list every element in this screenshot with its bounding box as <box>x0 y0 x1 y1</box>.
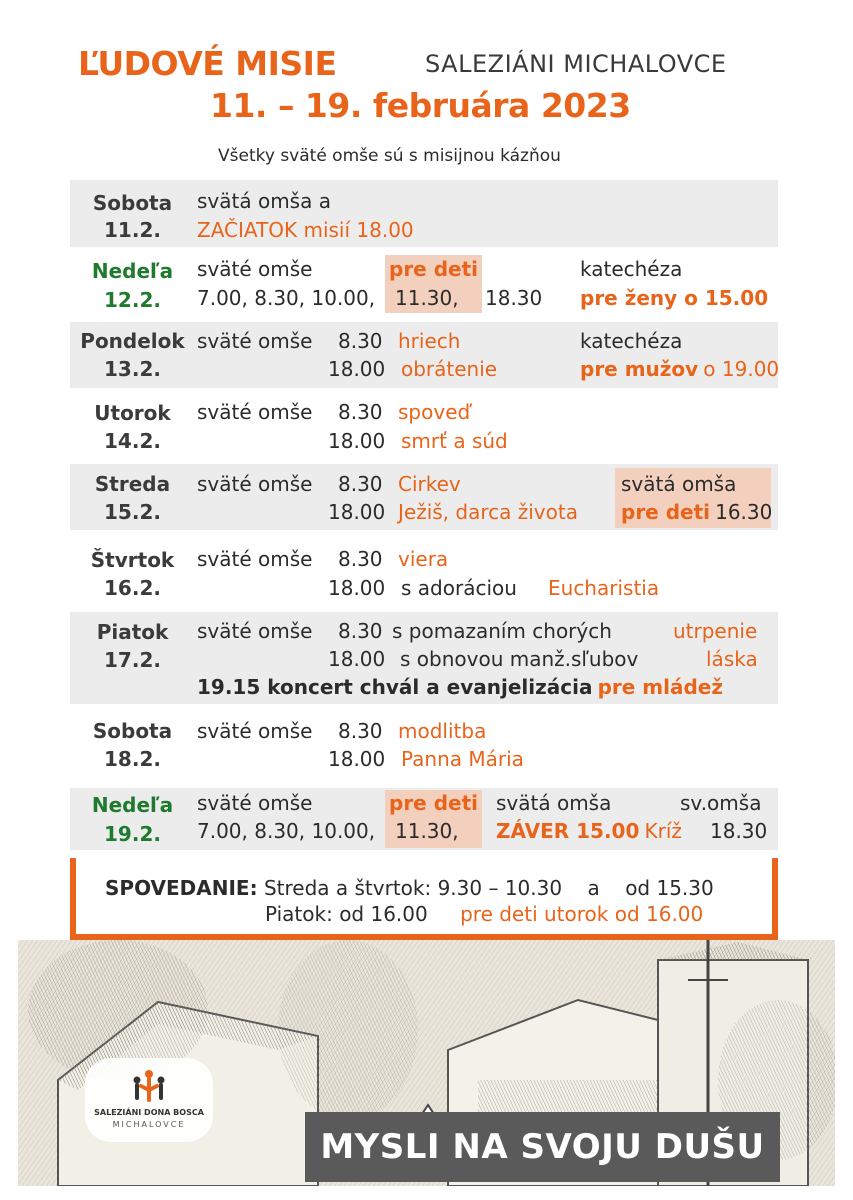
catechesis-label: katechéza <box>580 329 683 353</box>
note: s pomazaním chorých <box>392 619 612 643</box>
topic: Eucharistia <box>548 576 660 600</box>
day-date: 12.2. <box>104 288 161 312</box>
day-date: 18.2. <box>104 747 161 771</box>
closing-time: ZÁVER 15.00 <box>496 819 640 843</box>
mass-time: 18.00 <box>328 357 386 381</box>
day-date: 11.2. <box>104 218 161 242</box>
note: s adoráciou <box>401 576 517 600</box>
mass-label: svätá omša a <box>197 189 331 213</box>
closing-mass <box>496 819 682 843</box>
topic: hriech <box>398 329 461 353</box>
topic: modlitba <box>398 719 487 743</box>
slogan-banner: MYSLI NA SVOJU DUŠU <box>305 1112 780 1182</box>
mass-time: 18.00 <box>328 429 386 453</box>
concert-line <box>197 675 723 699</box>
day-name: Sobota <box>92 719 173 743</box>
confession-label: SPOVEDANIE: <box>105 876 258 900</box>
topic: smrť a súd <box>401 429 508 453</box>
mass-time: 8.30 <box>338 329 383 353</box>
youth-label: pre mládež <box>597 675 724 699</box>
day-name: Sobota <box>92 191 173 215</box>
kids-time: 11.30, <box>395 819 459 843</box>
concert-text: 19.15 koncert chvál a evanjelizácia <box>197 675 593 699</box>
day-date: 16.2. <box>104 576 161 600</box>
mass-label: sväté omše <box>197 619 313 643</box>
event-dates: 11. – 19. februára 2023 <box>210 86 631 125</box>
evening-mass-label: sv.omša <box>680 791 762 815</box>
catechesis-women: pre ženy o 15.00 <box>580 286 769 310</box>
kids-label: pre deti <box>621 500 711 524</box>
day-name: Piatok <box>96 620 169 644</box>
mass-label: sväté omše <box>197 472 313 496</box>
mass-time: 18.00 <box>328 576 386 600</box>
day-date: 19.2. <box>104 822 161 846</box>
mass-times: 7.00, 8.30, 10.00, <box>197 819 376 843</box>
evening-mass-time: 18.30 <box>710 819 768 843</box>
mass-time: 18.00 <box>328 747 386 771</box>
mass-label: sväté omše <box>197 547 313 571</box>
mass-time: 8.30 <box>338 547 383 571</box>
mass-time: 8.30 <box>338 619 383 643</box>
catechesis-men <box>580 357 779 381</box>
closing-mass-label: svätá omša <box>496 791 612 815</box>
mass-label: sväté omše <box>197 791 313 815</box>
topic: obrátenie <box>401 357 498 381</box>
topic: Panna Mária <box>401 747 524 771</box>
topic: spoveď <box>398 400 471 424</box>
topic: láska <box>706 647 758 671</box>
day-date: 14.2. <box>104 429 161 453</box>
closing-topic: Kríž <box>644 819 682 843</box>
confession-line-2 <box>265 902 703 926</box>
kids-time: 16.30 <box>715 500 773 524</box>
mission-start: ZAČIATOK misií 18.00 <box>197 218 414 242</box>
salesian-logo-icon <box>129 1066 169 1106</box>
topic: Ježiš, darca života <box>398 500 578 524</box>
note: s obnovou manž.sľubov <box>400 647 639 671</box>
kids-label: pre deti <box>389 791 479 815</box>
day-name: Utorok <box>94 401 171 425</box>
logo <box>85 1058 213 1142</box>
topic: viera <box>398 547 449 571</box>
day-date: 13.2. <box>104 357 161 381</box>
day-name: Streda <box>94 472 171 496</box>
day-name: Nedeľa <box>91 793 174 817</box>
mass-label: sväté omše <box>197 329 313 353</box>
confession-kids: pre deti utorok od 16.00 <box>460 902 704 926</box>
confession-friday: Piatok: od 16.00 <box>265 902 428 926</box>
day-date: 17.2. <box>104 648 161 672</box>
logo-name: SALEZIÁNI DONA BOSCA <box>94 1108 204 1117</box>
mass-time: 18.00 <box>328 647 386 671</box>
catechesis-label: katechéza <box>580 257 683 281</box>
mass-label: sväté omše <box>197 400 313 424</box>
day-name: Nedeľa <box>91 259 174 283</box>
confession-times: Streda a štvrtok: 9.30 – 10.30 a od 15.30 <box>263 876 714 900</box>
mass-time: 18.30 <box>485 286 543 310</box>
catechesis-men-label: pre mužov <box>580 357 699 381</box>
mass-time: 8.30 <box>338 719 383 743</box>
mass-label: sväté omše <box>197 719 313 743</box>
mass-time: 8.30 <box>338 472 383 496</box>
day-name: Štvrtok <box>90 548 175 572</box>
confession-line-1 <box>105 876 714 900</box>
kids-label: pre deti <box>389 257 479 281</box>
organization-name: SALEZIÁNI MICHALOVCE <box>425 50 727 78</box>
event-title: ĽUDOVÉ MISIE <box>78 44 337 83</box>
mass-label: sväté omše <box>197 257 313 281</box>
day-date: 15.2. <box>104 500 161 524</box>
mass-time: 8.30 <box>338 400 383 424</box>
mass-times: 7.00, 8.30, 10.00, <box>197 286 376 310</box>
logo-city: MICHALOVCE <box>112 1120 186 1129</box>
topic: Cirkev <box>398 472 461 496</box>
kids-time: 11.30, <box>395 286 459 310</box>
kids-mass-label: svätá omša <box>621 472 737 496</box>
kids-mass <box>621 500 772 524</box>
subtitle: Všetky sväté omše sú s misijnou kázňou <box>218 146 561 166</box>
topic: utrpenie <box>673 619 758 643</box>
catechesis-men-time: o 19.00 <box>703 357 780 381</box>
day-name: Pondelok <box>80 329 185 353</box>
mass-time: 18.00 <box>328 500 386 524</box>
